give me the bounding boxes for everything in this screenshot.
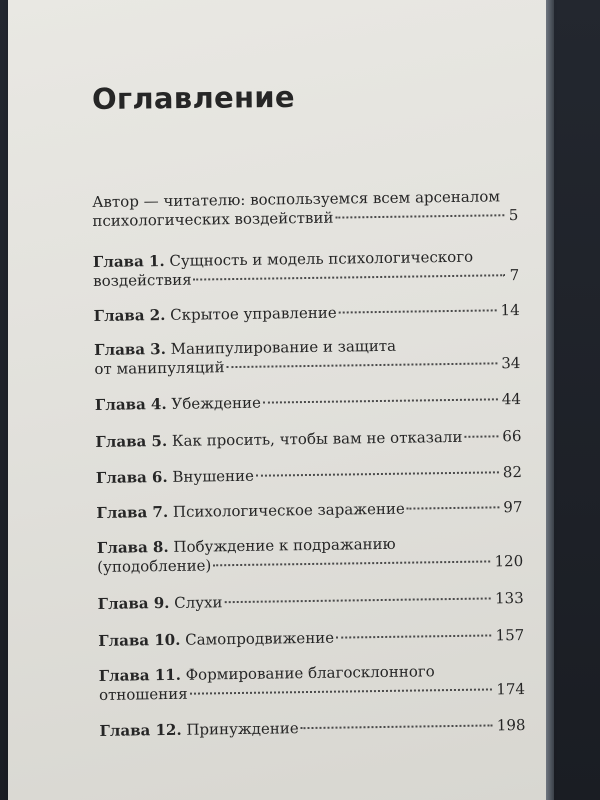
toc-entry-page-number: 120: [494, 552, 524, 571]
toc-entry-page-number: 82: [502, 463, 523, 482]
toc-entry-row: [95, 390, 521, 415]
page-title: Оглавление: [91, 79, 296, 116]
chapter-label: Глава 9.: [97, 593, 170, 613]
toc-entry-title: Формирование благосклонного: [185, 662, 435, 684]
toc-entry-title: Как просить, чтобы вам не отказали: [171, 427, 463, 450]
toc-entry-title-end: воздействия: [93, 270, 192, 290]
leader-dots: [336, 634, 491, 638]
toc-entry-chapter-8: [97, 533, 523, 577]
chapter-label: Глава 2.: [93, 305, 166, 325]
chapter-label: Глава 4.: [94, 394, 167, 414]
toc-entry-page-number: 133: [494, 589, 524, 608]
toc-entry-title-end: психологических воздействий: [92, 208, 334, 230]
book-page-edge: [546, 0, 554, 800]
toc-entry-title: Манипулирование и защита: [170, 336, 397, 358]
toc-entry-chapter-2: [94, 301, 520, 326]
toc-entry-chapter-10: [98, 626, 524, 651]
toc-entry-row: [96, 463, 522, 488]
table-of-contents: [92, 187, 526, 740]
toc-entry-row: [96, 498, 522, 523]
toc-entry-page-number: 198: [496, 716, 526, 735]
toc-entry-page-number: 7: [509, 266, 520, 285]
toc-entry-chapter-11: [99, 661, 525, 705]
chapter-label: Глава 10.: [98, 630, 181, 650]
toc-entry-title-line: Автор — читателю: воспользуемся всем арсеналом: [92, 187, 501, 211]
toc-entry-page-number: 97: [503, 498, 523, 517]
toc-entry-chapter-7: [96, 498, 522, 523]
toc-entry-title: Убеждение: [171, 393, 262, 413]
leader-dots: [194, 274, 506, 280]
leader-dots: [339, 309, 497, 313]
toc-entry-page-number: 157: [495, 626, 525, 645]
toc-entry-title: Принуждение: [186, 719, 299, 739]
toc-entry-page-number: 5: [508, 206, 519, 225]
toc-entry-page-number: 66: [502, 427, 522, 446]
toc-entry-row: [98, 626, 524, 651]
toc-entry-title-end: от манипуляций: [94, 358, 225, 378]
toc-entry-page-number: 44: [501, 390, 522, 409]
toc-entry-author-note: [92, 187, 518, 231]
toc-entry-page-number: 34: [501, 354, 521, 373]
toc-entry-chapter-12: [99, 716, 525, 741]
toc-entry-title: Самопродвижение: [185, 628, 335, 649]
toc-entry-chapter-4: [95, 390, 521, 415]
chapter-label: Глава 11.: [98, 665, 181, 685]
toc-entry-title-end: отношения: [98, 684, 188, 704]
chapter-label: Глава 7.: [96, 502, 169, 522]
toc-entry-title-end: (уподобление): [97, 556, 212, 576]
leader-dots: [301, 724, 493, 729]
toc-entry-title: Скрытое управление: [170, 303, 337, 324]
chapter-label: Глава 3.: [94, 339, 166, 359]
toc-entry-row: [94, 301, 520, 326]
toc-entry-title: Слухи: [174, 593, 223, 612]
toc-entry-row: [95, 427, 521, 452]
book-page: [8, 0, 546, 800]
toc-entry-title: Внушение: [172, 466, 255, 486]
chapter-label: Глава 12.: [99, 720, 182, 740]
toc-entry-chapter-3: [94, 335, 520, 379]
leader-dots: [227, 362, 498, 368]
toc-entry-chapter-5: [95, 427, 521, 452]
toc-entry-page-number: 174: [496, 680, 526, 699]
leader-dots: [335, 214, 504, 218]
chapter-label: Глава 6.: [95, 467, 168, 487]
toc-entry-chapter-6: [96, 463, 522, 488]
toc-entry-row: [98, 589, 524, 614]
leader-dots: [464, 435, 498, 437]
toc-entry-title: Сущность и модель психологического: [169, 247, 474, 270]
toc-entry-chapter-9: [98, 589, 524, 614]
toc-entry-title: Побуждение к подражанию: [173, 534, 396, 556]
leader-dots: [407, 506, 500, 509]
toc-entry-chapter-1: [93, 247, 519, 291]
toc-entry-title: Психологическое заражение: [172, 499, 405, 521]
chapter-label: Глава 1.: [92, 251, 165, 271]
chapter-label: Глава 5.: [95, 431, 168, 451]
toc-entry-page-number: 14: [500, 301, 520, 320]
leader-dots: [263, 398, 498, 403]
leader-dots: [256, 471, 499, 476]
toc-entry-row: [99, 716, 525, 741]
leader-dots: [190, 688, 493, 694]
leader-dots: [224, 597, 491, 603]
leader-dots: [213, 560, 490, 566]
chapter-label: Глава 8.: [96, 537, 169, 557]
